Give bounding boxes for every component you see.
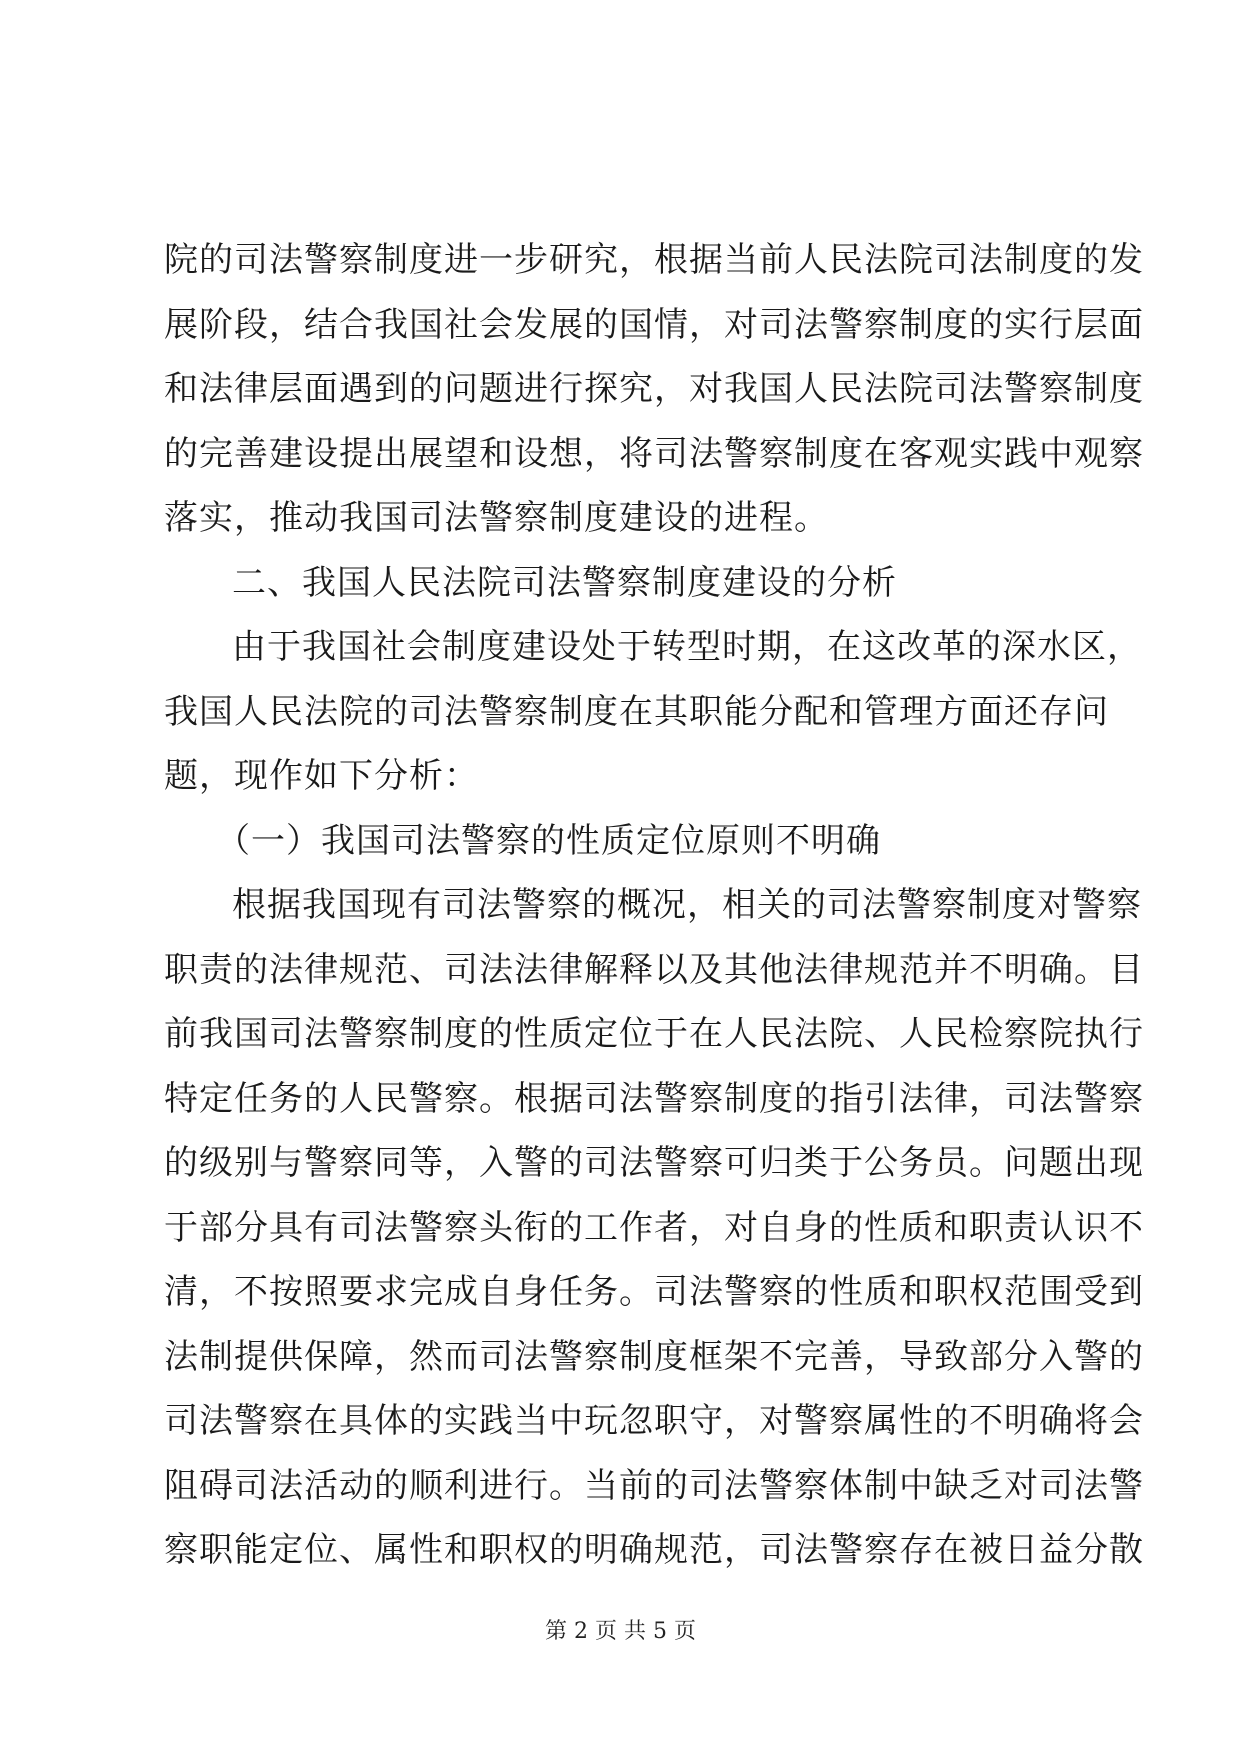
text-line: 展阶段，结合我国社会发展的国情，对司法警察制度的实行层面 — [164, 304, 1144, 345]
text-line: 清，不按照要求完成自身任务。司法警察的性质和职权范围受到 — [164, 1272, 1144, 1312]
text-line: 落实，推动我国司法警察制度建设的进程。 — [164, 498, 829, 538]
text-line: 特定任务的人民警察。根据司法警察制度的指引法律，司法警察 — [164, 1078, 1144, 1119]
text-line: 和法律层面遇到的问题进行探究，对我国人民法院司法警察制度 — [164, 369, 1144, 409]
paragraph-first-line: 由于我国社会制度建设处于转型时期，在这改革的深水区， — [232, 627, 1142, 667]
text-line: 阻碍司法活动的顺利进行。当前的司法警察体制中缺乏对司法警 — [164, 1465, 1144, 1506]
text-line: 司法警察在具体的实践当中玩忽职守，对警察属性的不明确将会 — [164, 1401, 1144, 1441]
paragraph-first-line: 根据我国现有司法警察的概况，相关的司法警察制度对警察 — [232, 885, 1142, 925]
text-line: 察职能定位、属性和职权的明确规范，司法警察存在被日益分散 — [164, 1530, 1144, 1570]
text-line: 的级别与警察同等，入警的司法警察可归类于公务员。问题出现 — [164, 1143, 1144, 1183]
section-heading: 二、我国人民法院司法警察制度建设的分析 — [232, 562, 897, 603]
subsection-heading: （一）我国司法警察的性质定位原则不明确 — [216, 820, 881, 861]
text-line: 职责的法律规范、司法法律解释以及其他法律规范并不明确。目 — [164, 949, 1144, 990]
document-body — [164, 228, 1144, 1583]
text-line: 我国人民法院的司法警察制度在其职能分配和管理方面还存问 — [164, 691, 1109, 732]
page-number-footer: 第 2 页 共 5 页 — [545, 1619, 696, 1644]
text-line: 法制提供保障，然而司法警察制度框架不完善，导致部分入警的 — [164, 1336, 1144, 1377]
text-line: 前我国司法警察制度的性质定位于在人民法院、人民检察院执行 — [164, 1014, 1144, 1054]
text-line: 院的司法警察制度进一步研究，根据当前人民法院司法制度的发 — [164, 240, 1144, 280]
text-line: 题，现作如下分析： — [164, 756, 479, 796]
text-line: 的完善建设提出展望和设想，将司法警察制度在客观实践中观察 — [164, 433, 1144, 474]
text-line: 于部分具有司法警察头衔的工作者，对自身的性质和职责认识不 — [164, 1207, 1144, 1248]
